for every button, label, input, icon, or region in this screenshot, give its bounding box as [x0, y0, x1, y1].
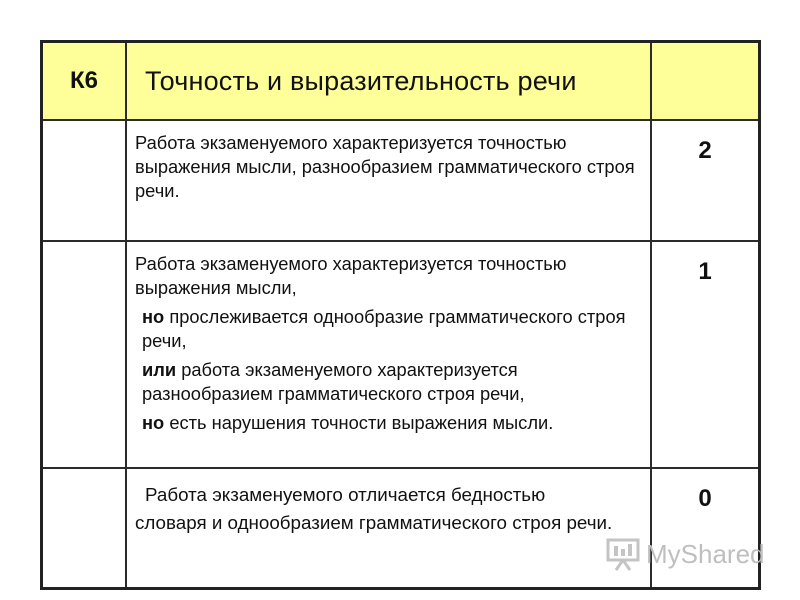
watermark — [606, 536, 765, 572]
table-row — [42, 120, 760, 241]
description-line — [135, 305, 642, 353]
description-line — [135, 358, 642, 406]
keyword-but: но — [142, 306, 165, 327]
description-line: Работа экзаменуемого характеризуется точностью выражения мысли, разнообразием грамматического строя речи. — [135, 132, 635, 201]
row-description — [126, 468, 651, 589]
description-text: прослеживается однообразие грамматического строя речи, — [142, 306, 626, 351]
row-score: 2 — [651, 120, 760, 241]
row-description — [126, 120, 651, 241]
watermark-text: MyShared — [646, 538, 765, 569]
criteria-table — [40, 40, 761, 590]
description-line: словаря и однообразием грамматического строя речи. — [135, 512, 613, 533]
row-score: 0 — [651, 468, 760, 589]
empty-code-cell — [42, 241, 127, 468]
criterion-code: К6 — [42, 42, 127, 121]
keyword-but: но — [142, 412, 165, 433]
row-description — [126, 241, 651, 468]
table-header-row — [42, 42, 760, 121]
empty-code-cell — [42, 120, 127, 241]
header-score-cell — [651, 42, 760, 121]
description-line — [135, 411, 642, 435]
criterion-title: Точность и выразительность речи — [126, 42, 651, 121]
description-line: Работа экзаменуемого характеризуется точностью выражения мысли, — [135, 253, 567, 298]
description-text: есть нарушения точности выражения мысли. — [169, 412, 554, 433]
row-score: 1 — [651, 241, 760, 468]
keyword-or: или — [142, 359, 177, 380]
table-row — [42, 241, 760, 468]
presentation-board-icon — [606, 536, 640, 572]
description-line: Работа экзаменуемого отличается бедностью — [145, 484, 546, 505]
empty-code-cell — [42, 468, 127, 589]
description-text: работа экзаменуемого характеризуется разнообразием грамматического строя речи, — [142, 359, 525, 404]
